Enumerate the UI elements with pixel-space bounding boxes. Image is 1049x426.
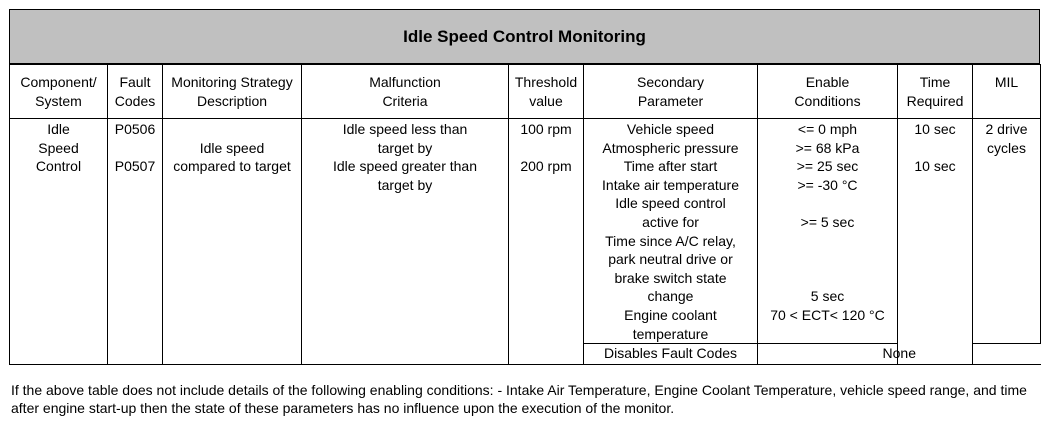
- header-text: Threshold: [514, 74, 578, 90]
- cell-line: Idle speed control: [615, 195, 726, 212]
- cell-line: Control: [35, 158, 82, 175]
- cell-strategy: [163, 119, 302, 365]
- header-text: Fault: [119, 74, 151, 90]
- header-text: Enable: [805, 74, 850, 90]
- cell-line: active for: [642, 213, 699, 230]
- cell-line: park neutral drive or: [608, 251, 733, 268]
- header-strategy: [163, 65, 302, 119]
- cell-line: 5 sec: [810, 288, 845, 305]
- cell-line: cycles: [987, 139, 1026, 156]
- cell-line: Idle speed: [199, 139, 265, 156]
- header-threshold: [509, 65, 584, 119]
- header-text: Codes: [114, 92, 156, 109]
- cell-line: Intake air temperature: [602, 176, 739, 193]
- cell-line: 70 < ECT< 120 °C: [770, 306, 885, 323]
- cell-fault-codes: [108, 119, 163, 365]
- cell-secondary: [584, 119, 758, 344]
- cell-threshold: [509, 119, 584, 365]
- cell-line: 100 rpm: [520, 121, 572, 137]
- cell-line: 10 sec: [914, 121, 956, 137]
- header-mil: [973, 65, 1041, 119]
- header-component: [10, 65, 108, 119]
- cell-line: Idle: [47, 121, 70, 137]
- cell-line: 2 drive: [985, 121, 1028, 137]
- header-text: System: [35, 92, 82, 109]
- header-text: Monitoring Strategy: [171, 74, 293, 90]
- header-text: Criteria: [382, 92, 428, 109]
- header-text: value: [529, 92, 563, 109]
- cell-component: [10, 119, 108, 365]
- cell-line: >= 5 sec: [800, 213, 855, 230]
- header-text: Malfunction: [369, 74, 441, 90]
- cell-line: P0506: [114, 121, 156, 137]
- cell-line: target by: [377, 139, 433, 156]
- cell-line: Time after start: [623, 158, 718, 175]
- header-time: [898, 65, 973, 119]
- header-text: Component/: [20, 74, 97, 90]
- header-text: Secondary: [637, 74, 704, 90]
- cell-line: 10 sec: [914, 158, 956, 175]
- cell-line: Time since A/C relay,: [605, 232, 736, 249]
- monitoring-table: [9, 64, 1041, 365]
- cell-line: >= 25 sec: [796, 158, 859, 175]
- cell-line: change: [647, 288, 694, 305]
- cell-line: Idle speed greater than: [333, 158, 477, 175]
- cell-line: Engine coolant: [624, 306, 717, 323]
- cell-line: >= -30 °C: [797, 176, 858, 193]
- cell-malfunction: [302, 119, 509, 365]
- cell-line: Atmospheric pressure: [602, 139, 739, 156]
- cell-line: target by: [377, 176, 433, 193]
- header-text: Required: [906, 92, 964, 109]
- monitoring-table-container: [9, 9, 1040, 365]
- header-row: [10, 65, 1041, 119]
- cell-time-required: [898, 119, 973, 365]
- header-text: Description: [196, 92, 268, 109]
- cell-line: compared to target: [173, 158, 291, 175]
- header-secondary: [584, 65, 758, 119]
- cell-line: Idle speed less than: [342, 121, 468, 137]
- cell-line: 200 rpm: [520, 158, 572, 175]
- header-text: Conditions: [794, 92, 861, 109]
- header-text: Time: [919, 74, 951, 90]
- footnote: If the above table does not include details of the following enabling conditions: - Intake Air Temperature, Engine Coolant Temperature, vehicle speed range, and time after engine start-up then the state of these parameters has no influence upon the execution of the monitor.: [11, 382, 1027, 416]
- cell-line: brake switch state: [614, 269, 727, 286]
- cell-line: temperature: [632, 325, 709, 342]
- table-title: Idle Speed Control Monitoring: [9, 9, 1040, 64]
- cell-line: <= 0 mph: [797, 121, 858, 137]
- header-malfunction: [302, 65, 509, 119]
- header-enable: [758, 65, 898, 119]
- header-text: MIL: [994, 74, 1019, 90]
- header-text: Parameter: [637, 92, 704, 109]
- header-fault-codes: [108, 65, 163, 119]
- cell-line: P0507: [114, 158, 156, 175]
- cell-line: >= 68 kPa: [795, 139, 860, 156]
- table-row: [10, 119, 1041, 344]
- cell-line: Vehicle speed: [626, 121, 715, 137]
- cell-line: Speed: [38, 139, 79, 156]
- disables-fault-codes-label: Disables Fault Codes: [584, 344, 758, 365]
- disables-fault-codes-value: None: [758, 344, 1041, 365]
- cell-mil: [973, 119, 1041, 344]
- cell-enable: [758, 119, 898, 344]
